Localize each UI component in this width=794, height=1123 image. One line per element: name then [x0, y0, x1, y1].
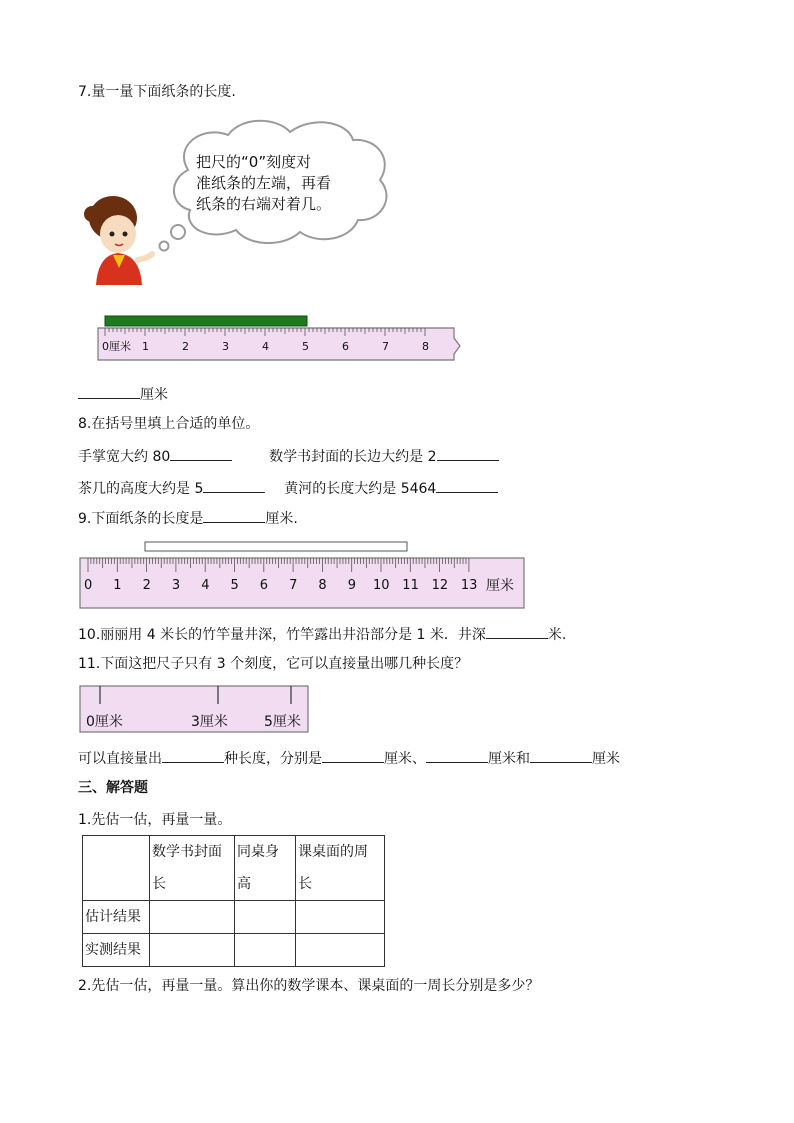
q7-answer	[78, 384, 168, 405]
q8-item-palm: 手掌宽大约 80	[78, 449, 171, 465]
q11-blank-length-3[interactable]	[530, 748, 592, 763]
row-label: 实测结果	[83, 934, 150, 967]
ruler-label: 2	[182, 340, 189, 353]
ruler-label: 4	[262, 340, 269, 353]
q10-question	[78, 624, 566, 645]
ruler-body	[98, 328, 460, 360]
bubble-dot-icon	[171, 225, 185, 239]
ruler-label: 5	[230, 578, 239, 593]
ruler-label: 11	[402, 578, 419, 593]
ruler-label: 1	[113, 578, 122, 593]
table-corner-cell	[83, 836, 150, 901]
ruler-label: 8	[318, 578, 327, 593]
q9-prefix: 9.下面纸条的长度是	[78, 511, 204, 527]
section-3-heading: 三、解答题	[78, 780, 148, 796]
q8-blank-table[interactable]	[203, 478, 265, 493]
table-row	[83, 901, 385, 934]
q11-figure-svg	[78, 684, 310, 736]
ruler-label: 10	[373, 578, 390, 593]
table-cell[interactable]	[150, 901, 235, 934]
table-row	[83, 934, 385, 967]
ruler-label: 1	[142, 340, 149, 353]
ruler-label: 12	[431, 578, 449, 593]
ruler-label: 7	[289, 578, 298, 593]
q11-answer	[78, 748, 620, 769]
q8-blank-book[interactable]	[437, 446, 499, 461]
ruler-label: 6	[342, 340, 349, 353]
ruler-label: 0	[84, 578, 93, 593]
header-line: 课桌面的周	[298, 844, 368, 860]
q8-item-river: 黄河的长度大约是 5464	[284, 481, 437, 497]
ruler-label: 7	[382, 340, 389, 353]
q11-blank-length-2[interactable]	[426, 748, 488, 763]
q8-row-2	[78, 478, 498, 499]
measure-table	[82, 835, 385, 967]
q8-blank-palm[interactable]	[170, 446, 232, 461]
q9-blank[interactable]	[203, 508, 265, 523]
table-cell[interactable]	[296, 934, 385, 967]
s3-q1-title: 1.先估一估，再量一量。	[78, 812, 232, 828]
header-line: 长	[298, 876, 312, 892]
ruler-label: 5	[302, 340, 309, 353]
girl-teacher-icon	[84, 196, 152, 285]
q7-illustration	[78, 110, 462, 368]
ruler-label: 2	[142, 578, 151, 593]
table-cell[interactable]	[150, 934, 235, 967]
header-line: 高	[237, 876, 251, 892]
q11-ruler-figure	[78, 684, 310, 736]
q8-item-book: 数学书封面的长边大约是 2	[269, 449, 437, 465]
bubble-text	[196, 152, 372, 215]
ruler-label: 4	[201, 578, 210, 593]
ruler-label: 6	[259, 578, 269, 593]
ruler-unit-label: 厘米	[486, 578, 514, 594]
ruler-label: 9	[347, 578, 356, 593]
ruler-label: 3	[222, 340, 229, 353]
q11-part-5: 厘米	[592, 751, 620, 767]
paper-strip	[105, 316, 307, 326]
q7-answer-blank[interactable]	[78, 384, 140, 399]
q7-figure-svg	[78, 110, 462, 368]
ruler-label-3: 3厘米	[191, 714, 228, 730]
ruler-label: 13	[460, 578, 478, 593]
q8-blank-river[interactable]	[436, 478, 498, 493]
q8-title: 8.在括号里填上合适的单位。	[78, 416, 260, 432]
ruler-label: 3	[171, 578, 181, 593]
ruler-label: 0厘米	[102, 340, 131, 353]
table-header-cell	[235, 836, 296, 901]
q11-title: 11.下面这把尺子只有 3 个刻度，它可以直接量出哪几种长度？	[78, 656, 469, 672]
table-cell[interactable]	[235, 901, 296, 934]
row-label: 估计结果	[83, 901, 150, 934]
q9-question	[78, 508, 298, 529]
q7-answer-unit: 厘米	[140, 387, 168, 403]
table-cell[interactable]	[296, 901, 385, 934]
q11-part-4: 厘米和	[488, 751, 530, 767]
q9-suffix: 厘米.	[265, 511, 298, 527]
paper-strip	[145, 542, 407, 551]
q11-part-1: 可以直接量出	[78, 751, 162, 767]
bubble-line: 准纸条的左端，再看	[196, 174, 332, 192]
bubble-line: 纸条的右端对着几。	[196, 195, 332, 213]
q11-part-3: 厘米、	[384, 751, 426, 767]
q7-title: 7.量一量下面纸条的长度.	[78, 84, 236, 100]
q10-prefix: 10.丽丽用 4 米长的竹竿量井深，竹竿露出井沿部分是 1 米．井深	[78, 627, 486, 643]
bubble-line: 把尺的“0”刻度对	[196, 153, 312, 171]
q11-blank-length-1[interactable]	[322, 748, 384, 763]
q10-blank[interactable]	[486, 624, 548, 639]
q10-suffix: 米.	[547, 627, 567, 643]
ruler-label: 8	[422, 340, 429, 353]
header-line: 长	[152, 876, 166, 892]
ruler-label-5: 5厘米	[264, 714, 301, 730]
table-header-cell	[150, 836, 235, 901]
q9-figure-svg	[78, 540, 526, 612]
table-cell[interactable]	[235, 934, 296, 967]
s3-q2-title: 2.先估一估，再量一量。算出你的数学课本、课桌面的一周长分别是多少？	[78, 978, 540, 994]
q11-blank-count[interactable]	[162, 748, 224, 763]
header-line: 同桌身	[237, 844, 279, 860]
q8-item-table: 茶几的高度大约是 5	[78, 481, 204, 497]
table-header-cell	[296, 836, 385, 901]
q11-part-2: 种长度，分别是	[224, 751, 322, 767]
bubble-dot-icon	[160, 242, 169, 251]
q8-row-1	[78, 446, 499, 467]
header-line: 数学书封面	[152, 844, 222, 860]
table-header-row	[83, 836, 385, 901]
q9-ruler-figure	[78, 540, 526, 612]
ruler-label-0: 0厘米	[86, 714, 123, 730]
